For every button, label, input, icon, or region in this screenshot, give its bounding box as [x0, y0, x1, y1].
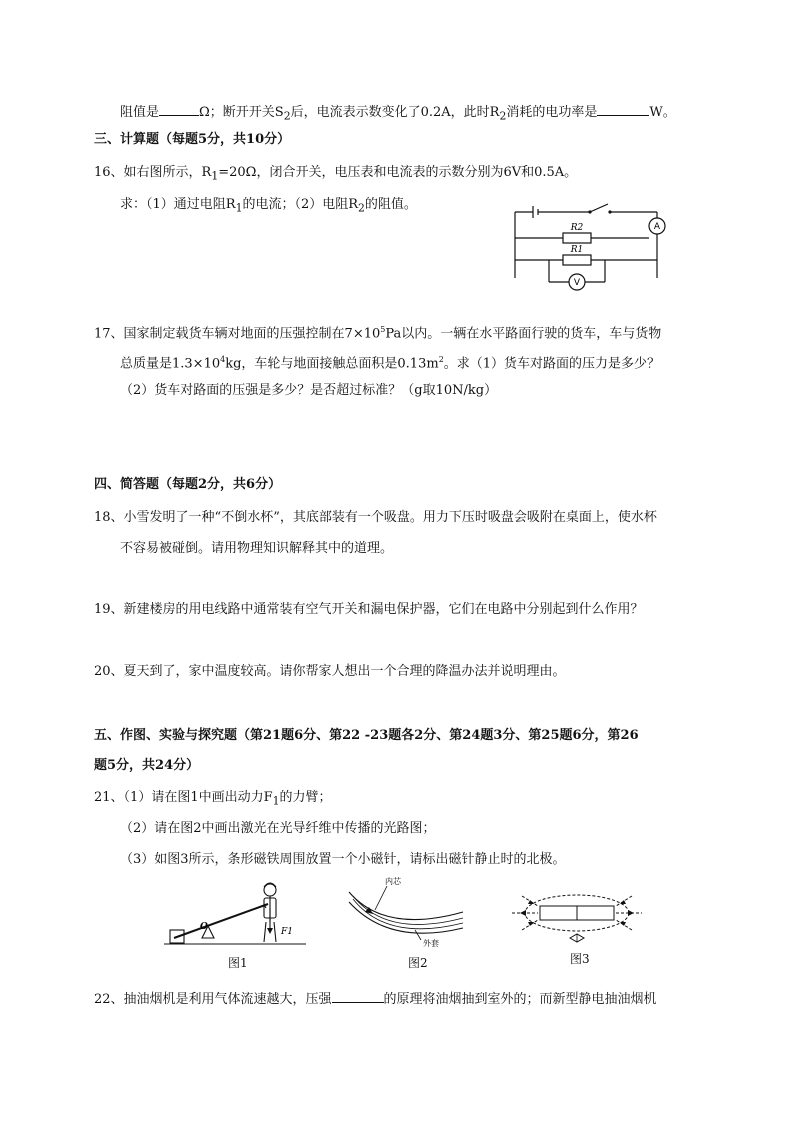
resistor-r1 [563, 255, 591, 265]
q19-line1: 19、新建楼房的用电线路中通常装有空气开关和漏电保护器，它们在电路中分别起到什么作用？ [94, 602, 644, 617]
cladding-label: 外套 [423, 939, 439, 948]
figure-1-caption: 图1 [228, 956, 248, 970]
r2-label: R2 [570, 223, 584, 233]
section-3-title: 三、计算题（每题5分，共10分） [94, 132, 291, 147]
circuit-diagram [505, 198, 675, 298]
figure-2-caption: 图2 [408, 956, 428, 970]
figure-3-caption: 图3 [570, 952, 590, 966]
q16-line1: 16、如右图所示，$R_1=20\Omega$，闭合开关，电压表和电流表的示数分别为6V和0.5A。 [94, 165, 578, 183]
section-5-title-line2: 题5分，共24分） [94, 758, 200, 773]
section-4-title: 四、简答题（每题2分，共6分） [94, 477, 282, 492]
switch-blade [590, 204, 608, 212]
q21-line1: 21、（1）请在图1中画出动力$F_1$的力臂； [94, 790, 332, 808]
q22-line1: 22、抽油烟机是利用气体流速越大，压强 的原理将油烟抽到室外的；而新型静电抽油烟机 [94, 988, 657, 1010]
section-5-title-line1: 五、作图、实验与探究题（第21题6分、第22 -23题各2分、第24题3分、第25题6分，第26 [94, 728, 639, 743]
figure-3-bar-magnet [510, 884, 645, 946]
core-pointer [375, 886, 387, 910]
fulcrum-label-o: O [200, 922, 208, 932]
cladding-pointer [415, 930, 421, 940]
voltmeter-label: V [573, 278, 581, 288]
answer-blank[interactable] [159, 101, 199, 116]
q15-continuation: 阻值是 Ω；断开开关$S_2$后，电流表示数变化了0.2A，此时$R_2$消耗的电功率是 W。 [120, 101, 676, 127]
q18-line2: 不容易被碰倒。请用物理知识解释其中的道理。 [120, 541, 394, 556]
fiber-outer-top [349, 892, 463, 920]
answer-blank[interactable] [332, 988, 384, 1003]
q17-line2: 总质量是$1.3\times 10^4kg$，车轮与地面接触总面积是$0.13m^2$。求（1）货车对路面的压力是多少？ [120, 355, 661, 372]
q20-line1: 20、夏天到了，家中温度较高。请你帮家人想出一个合理的降温办法并说明理由。 [94, 664, 566, 679]
figure-2-optical-fiber [345, 872, 465, 948]
person-head [264, 884, 276, 896]
q16-line2: 求：（1）通过电阻$R_1$的电流；（2）电阻$R_2$的阻值。 [120, 197, 417, 215]
force-label-f1: F1 [281, 927, 293, 937]
answer-blank[interactable] [597, 101, 649, 116]
resistor-r2 [563, 233, 591, 243]
core-label: 内芯 [385, 877, 401, 886]
q17-line1: 17、国家制定载货车辆对地面的压强控制在$7\times 10^5Pa$以内。一辆在水平路面行驶的货车，车与货物 [94, 325, 662, 342]
q18-line1: 18、小雪发明了一种“不倒水杯”，其底部装有一个吸盘。用力下压时吸盘会吸附在桌面上，使水杯 [94, 510, 657, 525]
q21-line2: （2）请在图2中画出激光在光导纤维中传播的光路图； [120, 821, 436, 836]
figure-1-lever [160, 878, 310, 950]
ammeter-label: A [653, 222, 661, 232]
q21-line3: （3）如图3所示，条形磁铁周围放置一个小磁针，请标出磁针静止时的北极。 [120, 852, 566, 867]
lever-bar [174, 904, 268, 938]
q17-line3: （2）货车对路面的压强是多少？是否超过标准？（g取10N/kg） [120, 383, 498, 398]
r1-label: R1 [570, 245, 584, 255]
